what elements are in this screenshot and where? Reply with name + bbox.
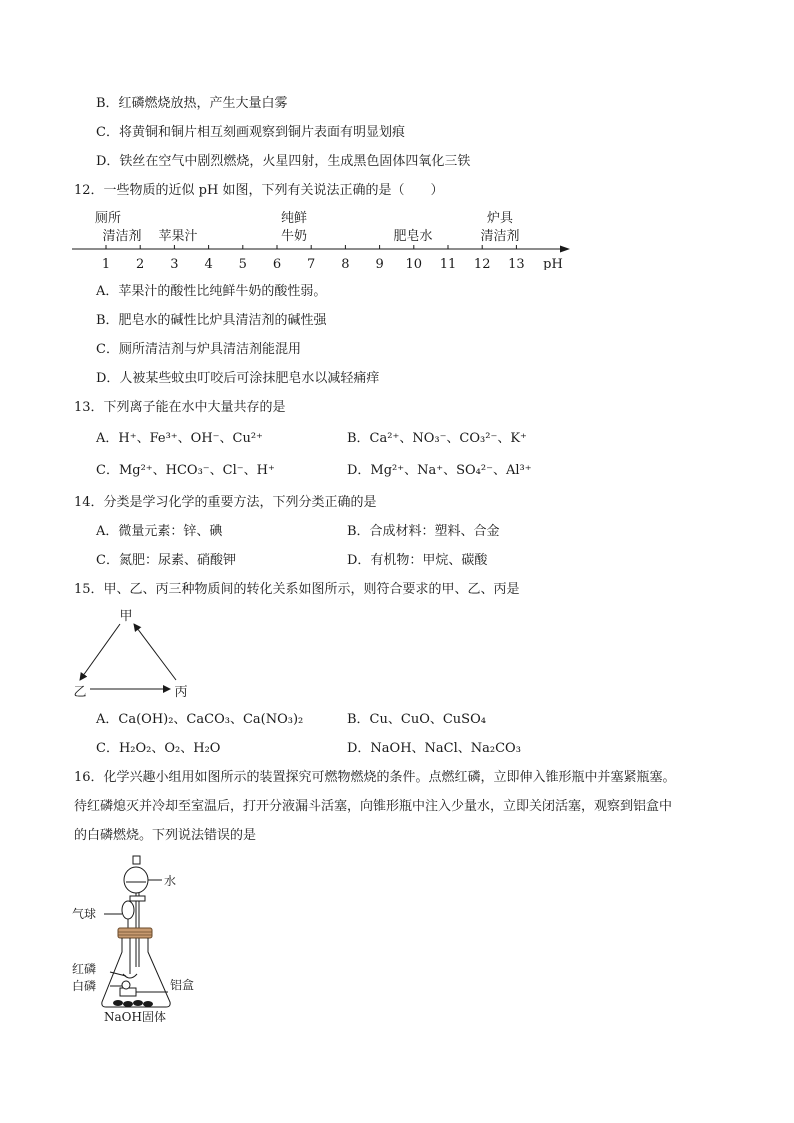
ph-label-stove-cleaner-1: 炉具	[486, 211, 514, 226]
q13-option-b: B．Ca²⁺、NO₃⁻、CO₃²⁻、K⁺	[347, 431, 527, 446]
q15-option-b: B．Cu、CuO、CuSO₄	[347, 712, 486, 727]
ph-label-toilet-cleaner-1: 厕所	[94, 211, 122, 226]
balloon	[122, 901, 134, 919]
ph-unit: pH	[543, 257, 563, 270]
node-bing: 丙	[174, 685, 188, 700]
ph-tick-label: 9	[375, 257, 384, 270]
q12-option-d: D．人被某些蚊虫叮咬后可涂抹肥皂水以减轻痛痒	[96, 371, 380, 386]
rubber-stopper	[118, 928, 152, 938]
combustion-apparatus-diagram	[66, 852, 216, 1022]
ph-tick-label: 7	[307, 257, 316, 270]
ph-tick-label: 11	[439, 257, 457, 270]
ph-tick-label: 6	[272, 257, 282, 270]
ph-scale-diagram	[70, 208, 570, 270]
q15-option-d: D．NaOH、NaCl、Na₂CO₃	[347, 741, 521, 756]
ph-tick-label: 10	[405, 257, 423, 270]
q14-stem: 14．分类是学习化学的重要方法，下列分类正确的是	[74, 495, 377, 510]
q14-option-d: D．有机物：甲烷、碳酸	[347, 553, 488, 568]
ph-label-stove-cleaner-2: 清洁剂	[480, 229, 520, 244]
ph-label-toilet-cleaner-2: 清洁剂	[102, 229, 142, 244]
q12-option-c: C．厕所清洁剂与炉具清洁剂能混用	[96, 342, 301, 357]
ph-label-soap-water: 肥皂水	[393, 229, 433, 244]
ph-tick-label: 2	[136, 257, 145, 270]
q13-stem: 13．下列离子能在水中大量共存的是	[74, 400, 286, 415]
ph-label-apple-juice: 苹果汁	[158, 229, 198, 244]
conversion-triangle-diagram	[66, 606, 196, 701]
ph-tick-label: 3	[170, 257, 179, 270]
node-jia: 甲	[119, 609, 133, 624]
q15-option-a: A．Ca(OH)₂、CaCO₃、Ca(NO₃)₂	[96, 712, 304, 727]
q15-option-c: C．H₂O₂、O₂、H₂O	[96, 741, 221, 756]
label-al-box: 铝盒	[170, 978, 195, 992]
q14-option-a: A．微量元素：锌、碘	[96, 524, 223, 539]
ph-tick-label: 13	[508, 257, 525, 270]
label-balloon: 气球	[72, 907, 97, 921]
arrow-bing-to-jia	[134, 624, 176, 680]
aluminium-box	[120, 988, 136, 996]
q12-stem: 12．一些物质的近似 pH 如图，下列有关说法正确的是（ ）	[74, 183, 444, 198]
q16-stem-line-3: 的白磷燃烧。下列说法错误的是	[74, 828, 257, 843]
q13-option-d: D．Mg²⁺、Na⁺、SO₄²⁻、Al³⁺	[347, 463, 532, 478]
ph-label-milk-1: 纯鲜	[280, 211, 308, 226]
q14-option-c: C．氮肥：尿素、硝酸钾	[96, 553, 236, 568]
q13-option-a: A．H⁺、Fe³⁺、OH⁻、Cu²⁺	[96, 431, 263, 446]
q11-option-c: C．将黄铜和铜片相互刻画观察到铜片表面有明显划痕	[96, 125, 405, 140]
ph-tick-label: 12	[473, 257, 491, 270]
q12-option-b: B．肥皂水的碱性比炉具清洁剂的碱性强	[96, 313, 327, 328]
ph-tick-label: 8	[341, 257, 350, 270]
q16-stem-line-2: 待红磷熄灭并冷却至室温后，打开分液漏斗活塞，向锥形瓶中注入少量水，立即关闭活塞，观察到铝盒中	[74, 799, 673, 814]
label-water: 水	[164, 874, 177, 888]
label-white-p: 白磷	[72, 979, 97, 993]
label-naoh: NaOH固体	[104, 1010, 166, 1022]
ph-axis-arrow	[560, 246, 570, 253]
ph-label-milk-2: 牛奶	[280, 229, 308, 244]
arrow-jia-to-yi	[80, 624, 120, 680]
q12-option-a: A．苹果汁的酸性比纯鲜牛奶的酸性弱。	[96, 284, 327, 299]
ph-tick-label: 5	[238, 257, 247, 270]
node-yi: 乙	[73, 685, 87, 700]
q13-option-c: C．Mg²⁺、HCO₃⁻、Cl⁻、H⁺	[96, 463, 275, 478]
q16-stem-line-1: 16．化学兴趣小组用如图所示的装置探究可燃物燃烧的条件。点燃红磷，立即伸入锥形瓶中并塞紧瓶塞。	[74, 770, 676, 785]
ph-tick-label: 4	[204, 257, 213, 270]
naoh-solid	[113, 1000, 153, 1007]
q15-stem: 15．甲、乙、丙三种物质间的转化关系如图所示，则符合要求的甲、乙、丙是	[74, 582, 520, 597]
label-red-p: 红磷	[72, 962, 97, 976]
q11-option-b: B．红磷燃烧放热，产生大量白雾	[96, 96, 288, 111]
q14-option-b: B．合成材料：塑料、合金	[347, 524, 500, 539]
q11-option-d: D．铁丝在空气中剧烈燃烧，火星四射，生成黑色固体四氧化三铁	[96, 154, 471, 169]
ph-tick-label: 1	[101, 257, 111, 270]
